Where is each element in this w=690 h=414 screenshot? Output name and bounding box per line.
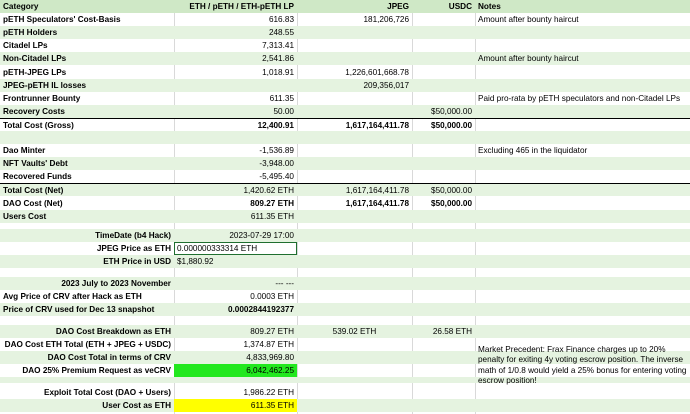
row-label[interactable]: DAO Cost Total in terms of CRV xyxy=(47,353,171,363)
cell-eth[interactable]: 611.35 xyxy=(269,93,294,103)
cell-note[interactable]: Amount after bounty haircut xyxy=(478,15,579,25)
crv-snapshot-row xyxy=(0,303,690,316)
row-label[interactable]: JPEG-pETH IL losses xyxy=(3,80,87,90)
cell-eth[interactable]: -1,536.89 xyxy=(259,146,294,156)
cell-eth[interactable]: 7,313.41 xyxy=(262,41,294,51)
cell-usdc[interactable]: $50,000.00 xyxy=(431,198,472,208)
row-label[interactable]: pETH-JPEG LPs xyxy=(3,67,67,77)
cell-note[interactable]: Excluding 465 in the liquidator xyxy=(478,146,588,156)
cell-usdc[interactable]: $50,000.00 xyxy=(431,106,472,116)
header-usdc[interactable]: USDC xyxy=(448,2,472,11)
cell-eth[interactable]: 2,541.86 xyxy=(262,54,294,64)
row-label[interactable]: Total Cost (Net) xyxy=(3,186,64,196)
jpeg-price-row xyxy=(0,242,690,255)
cell-usdc[interactable]: 26.58 ETH xyxy=(432,327,472,336)
eth-price-row xyxy=(0,255,690,268)
header-category[interactable]: Category xyxy=(3,2,39,11)
cell-usdc[interactable] xyxy=(412,13,475,26)
dao-cost-row xyxy=(0,197,690,210)
row-label[interactable]: Total Cost (Gross) xyxy=(3,120,74,130)
cell-jpeg[interactable]: 1,617,164,411.78 xyxy=(345,198,409,208)
cell-usdc[interactable] xyxy=(412,92,475,105)
row-label[interactable]: Users Cost xyxy=(3,211,47,221)
table-row xyxy=(0,52,690,65)
eth-price-value[interactable]: $1,880.92 xyxy=(177,257,214,267)
exploit-total-row xyxy=(0,386,690,399)
crv-snapshot-value[interactable]: 0.0002844192377 xyxy=(227,305,294,315)
cell-jpeg[interactable] xyxy=(297,52,412,65)
table-row xyxy=(0,170,690,183)
cell-eth[interactable]: 1,018.91 xyxy=(262,67,294,77)
cell-jpeg[interactable]: 181,206,726 xyxy=(363,15,409,25)
cell-note[interactable] xyxy=(475,39,690,52)
header-eth[interactable]: ETH / pETH / ETH-pETH LP xyxy=(189,2,294,11)
cell-eth[interactable]: 50.00 xyxy=(273,106,294,116)
period-row xyxy=(0,277,690,290)
cell-eth[interactable] xyxy=(174,79,297,92)
cell-note[interactable] xyxy=(475,66,690,79)
row-label[interactable]: Price of CRV used for Dec 13 snapshot xyxy=(3,305,155,315)
cell-jpeg[interactable] xyxy=(297,39,412,52)
table-row xyxy=(0,79,690,92)
row-label[interactable]: Exploit Total Cost (DAO + Users) xyxy=(44,388,171,397)
cell-eth[interactable]: -5,495.40 xyxy=(259,172,294,182)
dao-total-eth-value[interactable]: 1,374.87 ETH xyxy=(243,340,294,350)
table-row xyxy=(0,157,690,170)
row-label[interactable]: DAO 25% Premium Request as veCRV xyxy=(22,366,171,376)
row-label[interactable]: Recovered Funds xyxy=(3,172,72,182)
cell-eth[interactable]: 611.35 ETH xyxy=(250,211,294,221)
user-cost-eth-row xyxy=(0,399,690,412)
cell-note[interactable] xyxy=(475,105,690,118)
table-row xyxy=(0,144,690,157)
timedate-row xyxy=(0,229,690,242)
row-label[interactable]: pETH Speculators' Cost-Basis xyxy=(3,15,121,25)
market-precedent-note[interactable]: Market Precedent: Frax Finance charges up to 20% penalty for exiting 4y voting escrow position. The inverse math of 1/0.8 would yield a 25% bonus for entering voting escrow position! xyxy=(478,345,687,385)
table-row xyxy=(0,26,690,39)
breakdown-row xyxy=(0,325,690,338)
avg-crv-value[interactable]: 0.0003 ETH xyxy=(250,292,294,302)
row-label[interactable]: Avg Price of CRV after Hack as ETH xyxy=(3,292,142,302)
header-row xyxy=(0,0,690,13)
dao-premium-value[interactable]: 6,042,462.25 xyxy=(174,364,297,377)
cell-usdc[interactable] xyxy=(412,52,475,65)
cell-usdc[interactable]: $50,000.00 xyxy=(431,120,472,130)
cell-eth[interactable]: -3,948.00 xyxy=(259,159,294,169)
period-value[interactable]: --- --- xyxy=(275,279,294,288)
cell-usdc[interactable]: $50,000.00 xyxy=(431,186,472,196)
row-label[interactable]: JPEG Price as ETH xyxy=(96,244,171,254)
table-row xyxy=(0,66,690,79)
cell-jpeg[interactable]: 209,356,017 xyxy=(363,80,409,90)
jpeg-price-cell[interactable]: 0.000000333314 ETH xyxy=(174,242,297,255)
cell-usdc[interactable] xyxy=(412,79,475,92)
cell-note[interactable]: Paid pro-rata by pETH speculators and non-Citadel LPs xyxy=(478,93,681,103)
row-label[interactable]: DAO Cost (Net) xyxy=(3,198,63,208)
cell-jpeg[interactable] xyxy=(297,92,412,105)
timedate-value[interactable]: 2023-07-29 17:00 xyxy=(229,231,294,240)
row-label[interactable]: pETH Holders xyxy=(3,28,58,38)
total-net-row xyxy=(0,183,690,196)
cell-note[interactable] xyxy=(475,157,690,170)
row-label[interactable]: TimeDate (b4 Hack) xyxy=(95,231,171,240)
cell-eth[interactable]: 809.27 ETH xyxy=(250,327,294,336)
table-row xyxy=(0,13,690,26)
cell-eth[interactable]: 809.27 ETH xyxy=(250,198,294,208)
exploit-total-value[interactable]: 1,986.22 ETH xyxy=(243,388,294,397)
cell-usdc[interactable] xyxy=(412,66,475,79)
cell-eth[interactable]: 1,420.62 ETH xyxy=(243,186,294,196)
row-label[interactable]: 2023 July to 2023 November xyxy=(61,279,171,288)
table-row xyxy=(0,39,690,52)
header-jpeg[interactable]: JPEG xyxy=(387,2,409,11)
cell-jpeg[interactable]: 1,617,164,411.78 xyxy=(345,120,409,130)
row-label[interactable]: User Cost as ETH xyxy=(102,401,171,411)
cell-jpeg[interactable]: 1,226,601,668.78 xyxy=(345,67,409,77)
row-label[interactable]: DAO Cost Breakdown as ETH xyxy=(55,327,171,336)
user-cost-eth-value[interactable]: 611.35 ETH xyxy=(174,399,297,412)
row-label[interactable]: Citadel LPs xyxy=(3,41,48,51)
cell-eth[interactable]: 248.55 xyxy=(268,28,294,38)
row-label[interactable]: Frontrunner Bounty xyxy=(3,93,81,103)
dao-total-crv-value[interactable]: 4,833,969.80 xyxy=(246,353,294,363)
cell-note[interactable] xyxy=(475,170,690,183)
row-label[interactable]: DAO Cost ETH Total (ETH + JPEG + USDC) xyxy=(4,340,171,350)
row-label[interactable]: ETH Price in USD xyxy=(103,257,171,267)
row-label[interactable]: NFT Vaults' Debt xyxy=(3,159,68,169)
row-label[interactable]: Non-Citadel LPs xyxy=(3,54,67,64)
cell-note[interactable] xyxy=(475,26,690,39)
total-gross-row xyxy=(0,118,690,131)
cell-jpeg[interactable]: 1,617,164,411.78 xyxy=(345,186,409,196)
row-label[interactable]: Dao Minter xyxy=(3,146,46,156)
cell-jpeg[interactable] xyxy=(297,105,412,118)
avg-crv-row xyxy=(0,290,690,303)
cell-note[interactable]: Amount after bounty haircut xyxy=(478,54,579,64)
blank-row xyxy=(0,131,690,144)
cell-eth[interactable]: 12,400.91 xyxy=(257,120,294,130)
cell-note[interactable] xyxy=(475,79,690,92)
cell-usdc[interactable] xyxy=(412,39,475,52)
cell-jpeg[interactable]: 539.02 ETH xyxy=(332,327,377,336)
users-cost-row xyxy=(0,210,690,223)
table-row xyxy=(0,92,690,105)
cell-usdc[interactable] xyxy=(412,26,475,39)
cell-eth[interactable]: 616.83 xyxy=(268,15,294,25)
cell-jpeg[interactable] xyxy=(297,26,412,39)
header-notes[interactable]: Notes xyxy=(478,2,501,11)
table-row xyxy=(0,105,690,118)
row-label[interactable]: Recovery Costs xyxy=(3,106,65,116)
